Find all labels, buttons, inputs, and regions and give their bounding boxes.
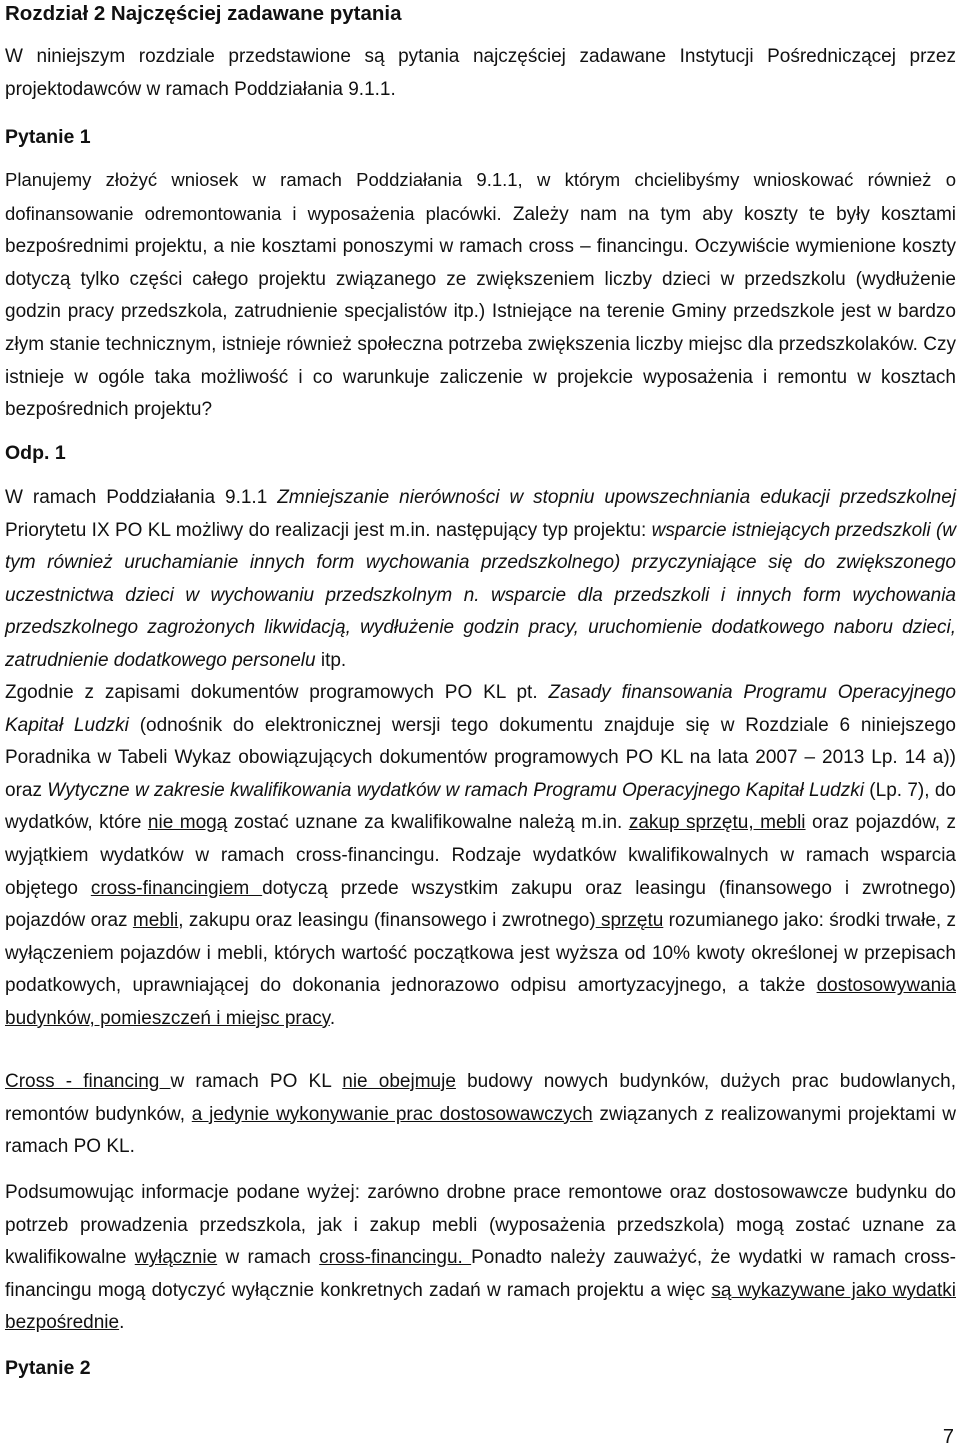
a1p3-s5: a jedynie wykonywanie prac dostosowawczych: [191, 1103, 593, 1125]
a1p3-s3: nie obejmuje: [342, 1071, 456, 1092]
answer-1-heading-text: Odp. 1: [5, 442, 66, 464]
a1p4-s1: Podsumowując informacje podane wyżej: zarówno drobne prace remontowe oraz dostosowawcze budynku do potrzeb prowadzenia przedszkola, jak i zakup mebli (wyposażenia przedszkola) mogą zostać uznane za kwalifikowalne: [5, 1182, 956, 1269]
a1p2-s1: Zgodnie z zapisami dokumentów programowych PO KL pt.: [5, 682, 549, 703]
a1p2-s13: , zakupu oraz leasingu (finansowego i zwrotnego): [178, 910, 596, 932]
answer-1-heading: [5, 437, 956, 471]
answer-1-paragraph-1: [5, 482, 956, 678]
a1p2-s2: Zasady finansowania Programu Operacyjnego Kapitał Ludzki: [5, 682, 956, 736]
a1p2-s3: (odnośnik do elektronicznej wersji tego dokumentu znajduje się w Rozdziale 6 niniejszego Poradnika w Tabeli Wykaz obowiązujących dokumentów programowych PO KL na lata 2007 – 2013 Lp. 14 a)) oraz: [5, 714, 956, 801]
a1-s2: Zmniejszanie nierówności w stopniu upowszechniania edukacji przedszkolnej: [277, 487, 956, 508]
answer-1-paragraph-3: [5, 1066, 956, 1164]
a1p3-s2: w ramach PO KL: [170, 1071, 343, 1092]
a1p4-s4: cross-financingu.: [319, 1247, 472, 1269]
a1p4-s7: .: [119, 1312, 125, 1334]
a1p2-s14: sprzętu: [595, 910, 664, 932]
a1p2-s17: .: [329, 1007, 336, 1029]
a1p4-s5: Ponadto należy zauważyć, że wydatki w ramach cross-financingu mogą dotyczyć wyłącznie konkretnych zadań w ramach projektu a więc: [5, 1247, 956, 1301]
question-1-part1: Planujemy złożyć wniosek w ramach Poddziałania 9.1.1, w którym chcielibyśmy wnioskować również o dofinansowanie odremontowania i wyposażenia placówki.: [5, 169, 956, 224]
a1p2-s6: nie mogą: [147, 812, 228, 834]
a1p3-s6: związanych z realizowanymi projektami w ramach PO KL.: [5, 1103, 957, 1158]
question-1-heading-text: Pytanie 1: [5, 126, 91, 148]
answer-1-paragraph-2: [5, 677, 956, 1036]
question-2-heading: [5, 1352, 956, 1386]
a1p2-s4: Wytyczne w zakresie kwalifikowania wydatków w ramach Programu Operacyjnego Kapitał Ludzki: [47, 779, 864, 801]
intro-paragraph: W niniejszym rozdziale przedstawione są pytania najczęściej zadawane Instytucji Pośredniczącej przez projektodawców w ramach Poddziałania 9.1.1.: [5, 46, 956, 100]
a1-s4: wsparcie istniejących przedszkoli (w tym również uruchamianie innych form wychowania przedszkolnego) przyczyniające się do zwiększonego uczestnictwa dzieci w wychowaniu przedszkolnym n. wsparcie dla przedszkoli i innych form wychowania przedszkolnego zagrożonych likwidacją, wydłużenie godzin pracy, uruchomienie dodatkowego naboru dzieci, zatrudnienie dodatkowego personelu: [5, 519, 956, 671]
a1-s5: itp.: [315, 649, 347, 671]
a1p4-s2: wyłącznie: [134, 1247, 218, 1269]
a1-s1: W ramach Poddziałania 9.1.1: [5, 487, 278, 508]
a1p2-s12: mebli: [132, 910, 179, 932]
question-2-heading-text: Pytanie 2: [5, 1357, 91, 1379]
a1p2-s16: dostosowywania budynków, pomieszczeń i miejsc pracy: [5, 975, 956, 1029]
a1p2-s10: cross-financingiem: [90, 877, 263, 899]
chapter-title: Rozdział 2 Najczęściej zadawane pytania: [5, 2, 402, 25]
a1p2-s8: zakup sprzętu, mebli: [628, 812, 806, 834]
a1p4-s6: są wykazywane jako wydatki bezpośrednie: [5, 1279, 956, 1334]
a1p2-s11: dotyczą przede wszystkim zakupu oraz leasingu (finansowego i zwrotnego) pojazdów oraz: [5, 877, 956, 932]
question-1-text: [5, 164, 956, 427]
page-number: 7: [942, 1426, 954, 1448]
a1p4-s3: w ramach: [217, 1247, 320, 1269]
a1p3-s4: budowy nowych budynków, dużych prac budowlanych, remontów budynków,: [5, 1071, 956, 1125]
question-1-heading: [5, 121, 956, 155]
a1p2-s7: zostać uznane za kwalifikowalne należą m.in.: [227, 812, 629, 834]
a1p2-s9: oraz pojazdów, z wyjątkiem wydatków w ramach cross-financingu. Rodzaje wydatków kwalifikowalnych w ramach wsparcia objętego: [5, 812, 957, 899]
a1p2-s5: (Lp. 7), do wydatków, które: [5, 779, 956, 834]
a1p2-s15: rozumianego jako: środki trwałe, z wyłączeniem pojazdów i mebli, których wartość początkowa jest wyższa od 10% kwoty określonej w przepisach podatkowych, uprawniającej do dokonania jednorazowo odpisu amortyzacyjnego, a także: [5, 910, 957, 997]
a1p3-s1: Cross - financing: [5, 1071, 171, 1092]
a1-s3: Priorytetu IX PO KL możliwy do realizacji jest m.in. następujący typ projektu:: [5, 519, 652, 541]
question-1-part2: Zależy nam na tym aby koszty te były kosztami bezpośrednimi projektu, a nie kosztami ponoszymi w ramach cross – financingu. Oczywiście wymienione koszty dotyczą tylko części całego projektu związanego ze zwiększeniem liczby dzieci w przedszkolu (wydłużenie godzin pracy przedszkola, zatrudnienie specjalistów itp.) Istniejące na terenie Gminy przedszkole jest w bardzo złym stanie technicznym, istnieje również społeczna potrzeba zwiększenia liczby miejsc dla przedszkolaków. Czy istnieje w ogóle taka możliwość i co warunkuje zaliczenie w projekcie wyposażenia i remontu w kosztach bezpośrednich projektu?: [5, 203, 956, 421]
answer-1-paragraph-4: [5, 1177, 956, 1340]
